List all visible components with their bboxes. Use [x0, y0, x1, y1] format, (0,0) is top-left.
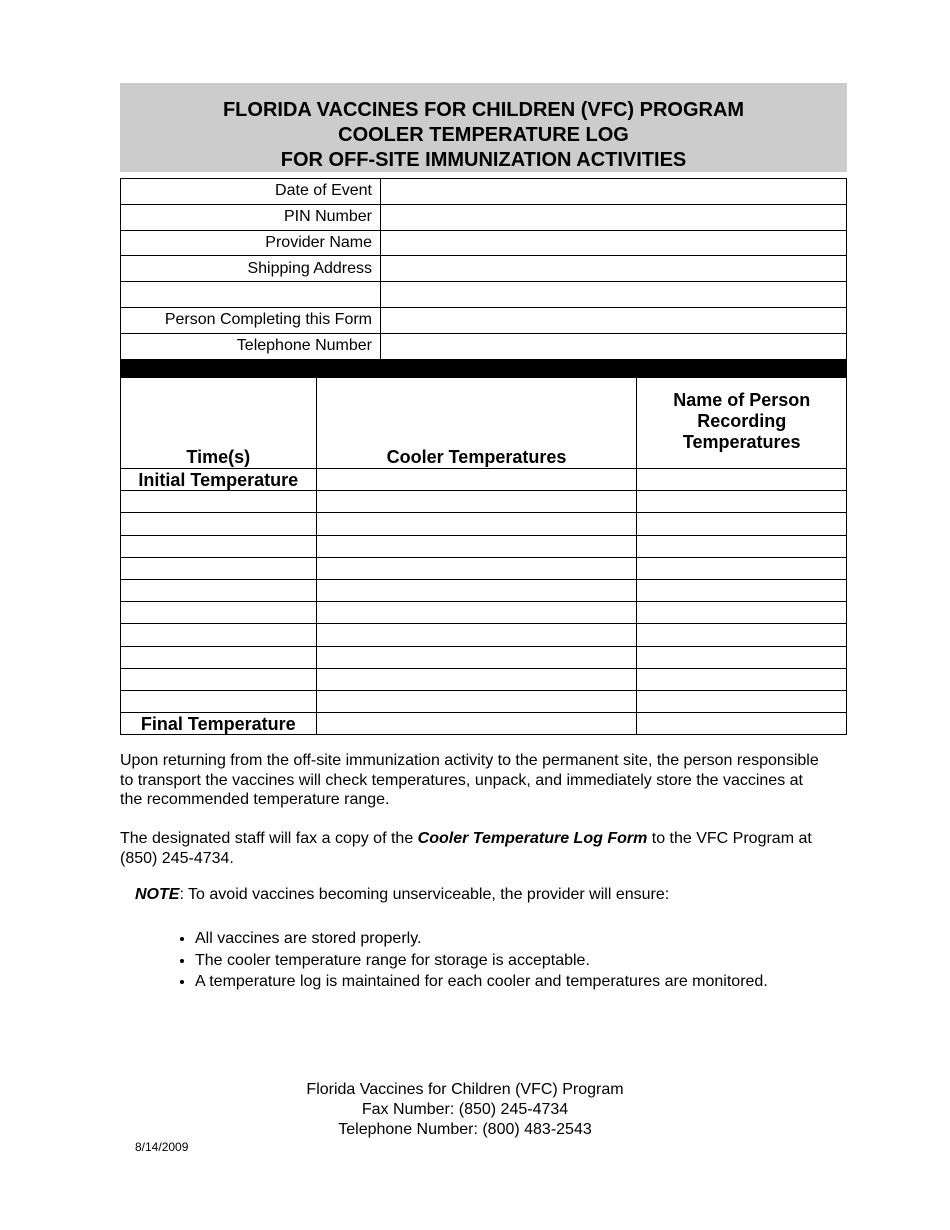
- temperature-cell[interactable]: [316, 513, 637, 535]
- time-cell[interactable]: [121, 535, 317, 557]
- fax-instructions: [120, 829, 820, 868]
- fax-instructions-tail: to the VFC Program at (850) 245-4734.: [120, 830, 812, 867]
- pin-number-field[interactable]: [381, 204, 847, 230]
- recorder-cell[interactable]: [637, 646, 847, 668]
- final-temperature-label: Final Temperature: [121, 713, 317, 735]
- log-row: [121, 624, 847, 646]
- temperature-cell[interactable]: [316, 646, 637, 668]
- info-row-person: [121, 307, 847, 333]
- note-text: : To avoid vaccines becoming unserviceable, the provider will ensure:: [179, 886, 670, 903]
- blank-label: [121, 282, 381, 308]
- recorder-name-column-header: Name of Person Recording Temperatures: [637, 378, 847, 469]
- form-title-band: [120, 83, 847, 172]
- person-completing-label: Person Completing this Form: [121, 307, 381, 333]
- shipping-address-field-2[interactable]: [381, 282, 847, 308]
- list-item: • A temperature log is maintained for each cooler and temperatures are monitored.: [195, 971, 768, 993]
- temperature-cell[interactable]: [316, 690, 637, 712]
- provider-requirements-list: [150, 928, 768, 993]
- footer-program: Florida Vaccines for Children (VFC) Program: [306, 1081, 624, 1098]
- provider-name-field[interactable]: [381, 230, 847, 256]
- time-cell[interactable]: [121, 624, 317, 646]
- temperature-cell[interactable]: [316, 624, 637, 646]
- time-cell[interactable]: [121, 491, 317, 513]
- initial-temperature-cell[interactable]: [316, 469, 637, 491]
- shipping-address-field[interactable]: [381, 256, 847, 282]
- section-divider-bar: [120, 359, 847, 377]
- time-cell[interactable]: [121, 557, 317, 579]
- log-row: [121, 690, 847, 712]
- log-title: COOLER TEMPERATURE LOG: [338, 124, 629, 146]
- recorder-cell[interactable]: [637, 579, 847, 601]
- list-item: • The cooler temperature range for storage is acceptable.: [195, 950, 768, 972]
- recorder-cell[interactable]: [637, 690, 847, 712]
- log-row: [121, 646, 847, 668]
- list-item: • All vaccines are stored properly.: [195, 928, 768, 950]
- recorder-cell[interactable]: [637, 668, 847, 690]
- cooler-temps-column-header: Cooler Temperatures: [316, 378, 637, 469]
- temperature-cell[interactable]: [316, 535, 637, 557]
- footer-fax: Fax Number: (850) 245-4734: [361, 1101, 569, 1118]
- recorder-cell[interactable]: [637, 602, 847, 624]
- log-header-row: [121, 378, 847, 469]
- time-cell[interactable]: [121, 602, 317, 624]
- time-cell[interactable]: [121, 579, 317, 601]
- date-of-event-label: Date of Event: [121, 179, 381, 205]
- recorder-cell[interactable]: [637, 535, 847, 557]
- revision-date: 8/14/2009: [135, 1140, 189, 1154]
- temperature-log-table: [120, 377, 847, 735]
- fax-instructions-lead: The designated staff will fax a copy of the: [120, 830, 418, 847]
- time-cell[interactable]: [121, 646, 317, 668]
- shipping-address-label: Shipping Address: [121, 256, 381, 282]
- date-of-event-field[interactable]: [381, 179, 847, 205]
- log-row: [121, 579, 847, 601]
- log-row: [121, 602, 847, 624]
- info-row-date: [121, 179, 847, 205]
- contact-footer: [190, 1080, 740, 1140]
- temperature-cell[interactable]: [316, 557, 637, 579]
- return-instructions: Upon returning from the off-site immunization activity to the permanent site, the person responsible to transport the vaccines will check temperatures, unpack, and immediately store the vaccines at the recommended temperature range.: [120, 752, 819, 808]
- info-row-pin: [121, 204, 847, 230]
- times-column-header: Time(s): [121, 378, 317, 469]
- log-row: [121, 535, 847, 557]
- log-row-initial: [121, 469, 847, 491]
- time-cell[interactable]: [121, 690, 317, 712]
- log-row-final: [121, 713, 847, 735]
- initial-temperature-label: Initial Temperature: [121, 469, 317, 491]
- log-subtitle: FOR OFF-SITE IMMUNIZATION ACTIVITIES: [280, 149, 687, 171]
- temperature-cell[interactable]: [316, 579, 637, 601]
- info-row-provider: [121, 230, 847, 256]
- info-row-address: [121, 256, 847, 282]
- pin-number-label: PIN Number: [121, 204, 381, 230]
- telephone-number-label: Telephone Number: [121, 333, 381, 359]
- provider-name-label: Provider Name: [121, 230, 381, 256]
- final-temperature-cell[interactable]: [316, 713, 637, 735]
- footer-telephone: Telephone Number: (800) 483-2543: [338, 1121, 592, 1138]
- log-row: [121, 668, 847, 690]
- program-title: FLORIDA VACCINES FOR CHILDREN (VFC) PROGRAM: [222, 99, 745, 121]
- temperature-cell[interactable]: [316, 668, 637, 690]
- note-label: NOTE: [135, 886, 180, 903]
- final-recorder-cell[interactable]: [637, 713, 847, 735]
- time-cell[interactable]: [121, 668, 317, 690]
- temperature-cell[interactable]: [316, 491, 637, 513]
- recorder-cell[interactable]: [637, 513, 847, 535]
- info-row-address-2: [121, 282, 847, 308]
- log-row: [121, 491, 847, 513]
- person-completing-field[interactable]: [381, 307, 847, 333]
- note-line: [135, 886, 669, 904]
- recorder-cell[interactable]: [637, 557, 847, 579]
- event-info-table: [120, 178, 847, 360]
- time-cell[interactable]: [121, 513, 317, 535]
- recorder-cell[interactable]: [637, 491, 847, 513]
- log-row: [121, 513, 847, 535]
- initial-recorder-cell[interactable]: [637, 469, 847, 491]
- recorder-cell[interactable]: [637, 624, 847, 646]
- telephone-number-field[interactable]: [381, 333, 847, 359]
- form-name-emphasis: Cooler Temperature Log Form: [417, 830, 648, 847]
- temperature-cell[interactable]: [316, 602, 637, 624]
- log-row: [121, 557, 847, 579]
- info-row-telephone: [121, 333, 847, 359]
